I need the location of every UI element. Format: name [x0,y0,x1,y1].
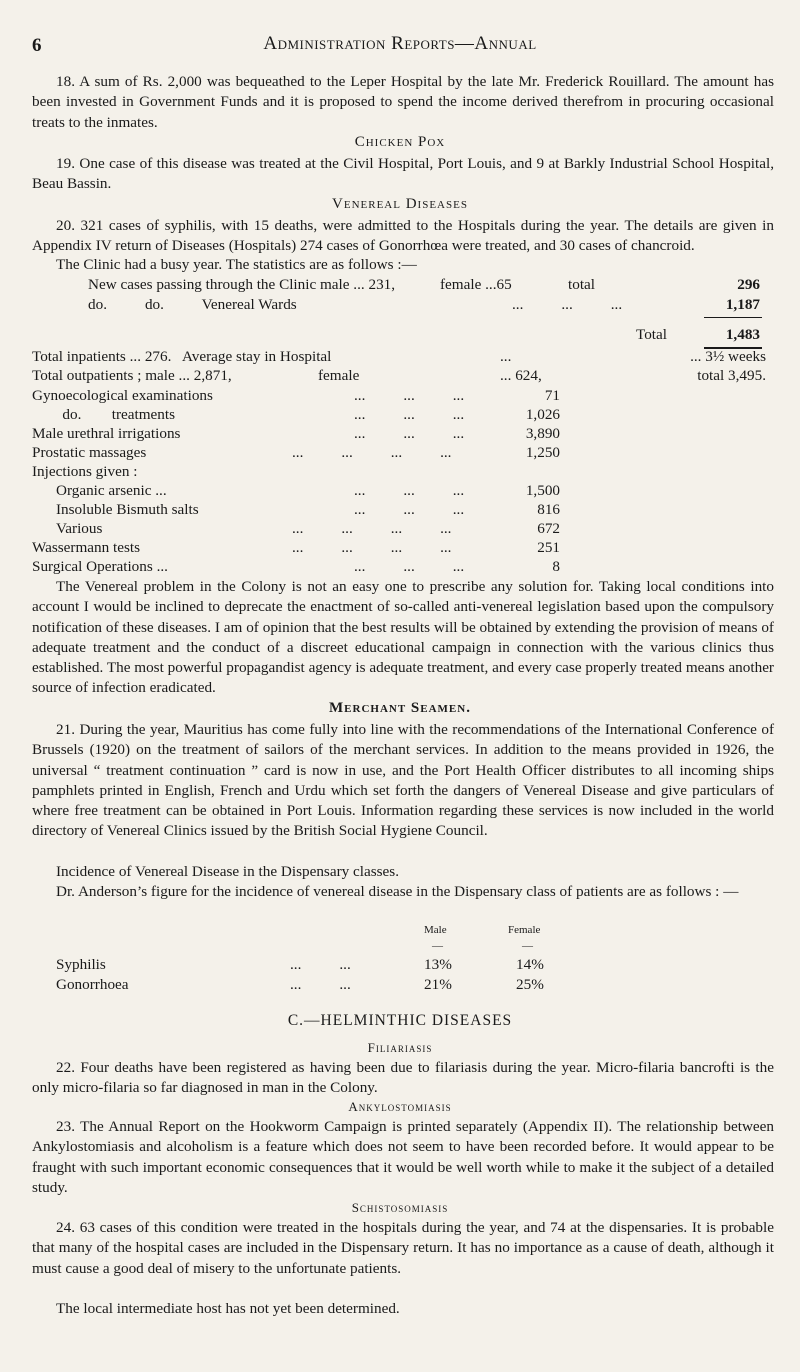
venereal-problem-text: The Venereal problem in the Colony is not an easy one to prescribe any solution for. Taking local conditions into account I would be inclined to deprecate the enactment of so-called anti-venereal legislation based upon the compulsory notification of these diseases. I am of opinion that the best results will be obtained by extending the provision of means of adequate treatment and the conduct of a discreet educational campaign in connection with the various clinics thus established. The most powerful propagandist agency is adequate treatment, and every case properly treated means another source of infection eradicated. [32,578,774,697]
incidence-row-female: 25% [516,976,544,993]
injection-label: Various [56,520,103,537]
stat-value: 1,026 [525,406,560,423]
stat-label: do. treatments [32,406,175,423]
stat-dots: ... ... ... ... [292,444,452,461]
anderson-paragraph [32,882,774,902]
outpatients-female: female [318,367,360,384]
host-line: The local intermediate host has not yet been determined. [56,1300,400,1317]
injection-dots: ... ... ... [354,482,465,499]
incidence-row-label: Syphilis [56,956,106,973]
inpatients-label: Total inpatients ... 276. Average stay in Hospital [32,348,332,365]
paragraph-20 [32,216,774,257]
wards-label: do. do. Venereal Wards [88,296,297,313]
incidence-row-dots: ... ... [290,956,351,973]
inpatients-dots: ... [500,348,512,365]
incidence-line: Incidence of Venereal Disease in the Dispensary classes. [56,863,399,880]
outpatients-total: total 3,495. [697,367,766,384]
paragraph-19 [32,154,774,195]
ankylostomiasis-heading: Ankylostomiasis [348,1099,452,1114]
paragraph-19-text: 19. One case of this disease was treated at the Civil Hospital, Port Louis, and 9 at Barkly Industrial School Hospital, Beau Bassin. [32,155,774,193]
chicken-pox-heading: Chicken Pox [354,134,446,150]
injection-value: 816 [537,501,560,518]
wards-dots: ... ... ... [512,296,623,313]
stat-dots: ... ... ... [354,387,465,404]
stat-value: 71 [544,387,560,404]
wards-value: 1,187 [725,296,760,313]
stat-label: Male urethral irrigations [32,425,181,442]
column-female: Female [508,924,541,936]
incidence-row-dots: ... ... [290,976,351,993]
new-cases-label: New cases passing through the Clinic male ... 231, [88,276,396,293]
paragraph-20-text: 20. 321 cases of syphilis, with 15 deaths, were admitted to the Hospitals during the year. The details are given in Appendix IV return of Diseases (Hospitals) 274 cases of Gonorrhœa were treated, and 30 cases of chancroid. [32,217,774,255]
incidence-row-male: 21% [424,976,452,993]
sum-rule [704,317,762,318]
clinic-intro: The Clinic had a busy year. The statistics are as follows :— [56,256,417,273]
outpatients-value: ... 624, [500,367,542,384]
stat-value: 3,890 [525,425,560,442]
other-stat-label: Wassermann tests [32,539,141,556]
injection-label: Insoluble Bismuth salts [56,501,199,518]
paragraph-24-text: 24. 63 cases of this condition were treated in the hospitals during the year, and 74 at the dispensaries. It is probable that many of the hospital cases are included in the Dispensary return. It has no importance as a cause of death, although it must cause a good deal of misery to the unfortunate patients. [32,1219,774,1277]
paragraph-18 [32,72,774,133]
incidence-row-label: Gonorrhoea [56,976,129,993]
paragraph-22-text: 22. Four deaths have been registered as having been due to filariasis during the year. Micro-filaria bancrofti is the only micro-filaria so far diagnosed in man in the Colony. [32,1059,774,1097]
paragraph-21-text: 21. During the year, Mauritius has come fully into line with the recommendations of the International Conference of Brussels (1920) on the treatment of sailors of the merchant services. In addition to the means provided in 1926, the universal “ treatment continuation ” card is now in use, and the Port Health Officer distributes to all incoming ships pamphlets printed in English, French and Urdu which set forth the dangers of Venereal Disease and give particulars of where free treatment can be obtained in Port Louis. Information regarding these services is now included in the world directory of Venereal Clinics issued by the British Social Hygiene Council. [32,721,774,840]
stat-label: Gynoecological examinations [32,387,213,404]
grand-total: 1,483 [725,326,760,343]
stat-dots: ... ... ... [354,406,465,423]
new-cases-female: female ...65 [440,276,512,293]
stat-value: 1,250 [525,444,560,461]
page-number: 6 [32,35,42,56]
column-male: Male [424,924,447,936]
stat-dots: ... ... ... [354,425,465,442]
column-male-dash: — [432,940,443,952]
venereal-heading: Venereal Diseases [332,196,468,212]
grand-total-word: Total [636,326,667,343]
inpatients-value: ... 3½ weeks [690,348,766,365]
new-cases-total-word: total [568,276,595,293]
new-cases-total: 296 [737,276,760,293]
merchant-heading: Merchant Seamen. [329,700,471,716]
venereal-problem-paragraph [32,577,774,699]
injection-dots: ... ... ... ... [292,520,452,537]
filariasis-heading: Filiariasis [367,1040,433,1055]
injection-value: 672 [537,520,560,537]
stat-label: Prostatic massages [32,444,147,461]
paragraph-21 [32,720,774,842]
other-stat-value: 8 [552,558,560,575]
page-title: Administration Reports—Annual [263,33,537,54]
paragraph-24 [32,1218,774,1279]
other-stat-value: 251 [537,539,560,556]
injection-label: Organic arsenic ... [56,482,167,499]
paragraph-22 [32,1058,774,1099]
helminthic-heading: C.—HELMINTHIC DISEASES [287,1012,513,1029]
paragraph-18-text: 18. A sum of Rs. 2,000 was bequeathed to the Leper Hospital by the late Mr. Frederick Rouillard. The amount has been invested in Government Funds and it is proposed to spend the income derived therefrom in procuring occasional treats to the inmates. [32,73,774,131]
column-female-dash: — [522,940,533,952]
outpatients-label: Total outpatients ; male ... 2,871, [32,367,232,384]
other-stat-dots: ... ... ... ... [292,539,452,556]
schistosomiasis-heading: Schistosomiasis [351,1200,449,1215]
injection-value: 1,500 [525,482,560,499]
injection-dots: ... ... ... [354,501,465,518]
incidence-row-male: 13% [424,956,452,973]
anderson-text: Dr. Anderson’s figure for the incidence of venereal disease in the Dispensary class of patients are as follows : — [56,883,739,900]
other-stat-dots: ... ... ... [354,558,465,575]
incidence-row-female: 14% [516,956,544,973]
injections-label: Injections given : [32,463,138,480]
paragraph-23-text: 23. The Annual Report on the Hookworm Campaign is printed separately (Appendix II). The relationship between Ankylostomiasis and alcoholism is a feature which does not seem to have been recorded before. It would appear to be fraught with such important economic consequences that it would be well worth while to make it the subject of a detailed study. [32,1118,774,1196]
paragraph-23 [32,1117,774,1198]
other-stat-label: Surgical Operations ... [32,558,168,575]
